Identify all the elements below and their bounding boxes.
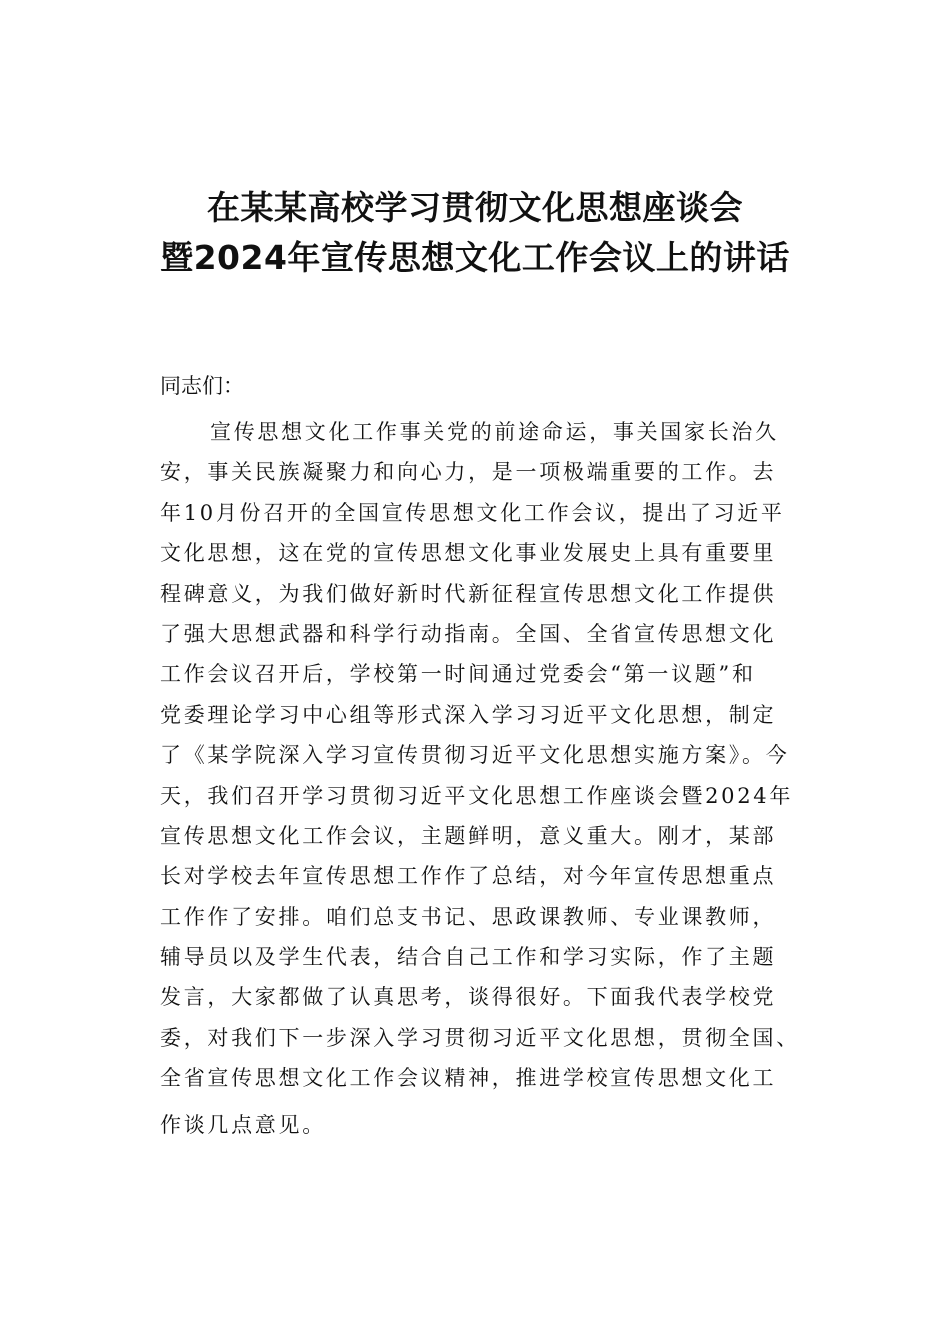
- paragraph-line: 全省宣传思想文化工作会议精神，推进学校宣传思想文化工: [160, 1066, 777, 1091]
- paragraph-line: 宣传思想文化工作事关党的前途命运，事关国家长治久: [210, 420, 779, 444]
- title-line-2: 暨2024年宣传思想文化工作会议上的讲话: [160, 238, 790, 277]
- paragraph-line: 党委理论学习中心组等形式深入学习习近平文化思想，制定: [160, 702, 777, 727]
- salutation: 同志们：: [160, 374, 244, 398]
- body-paragraph: [160, 416, 832, 1149]
- paragraph-line: 安，事关民族凝聚力和向心力，是一项极端重要的工作。去: [160, 460, 777, 485]
- paragraph-line: 工作作了安排。咱们总支书记、思政课教师、专业课教师，: [160, 904, 777, 929]
- title-line-1: 在某某高校学习贯彻文化思想座谈会: [207, 188, 743, 227]
- paragraph-line: 了强大思想武器和科学行动指南。全国、全省宣传思想文化: [160, 621, 777, 646]
- paragraph-line: 天，我们召开学习贯彻习近平文化思想工作座谈会暨2024年: [160, 783, 794, 808]
- paragraph-line: 辅导员以及学生代表，结合自己工作和学习实际，作了主题: [160, 945, 777, 970]
- paragraph-line: 程碑意义，为我们做好新时代新征程宣传思想文化工作提供: [160, 581, 777, 606]
- paragraph-line: 作谈几点意见。: [160, 1112, 326, 1137]
- paragraph-line: 文化思想，这在党的宣传思想文化事业发展史上具有重要里: [160, 541, 777, 566]
- paragraph-line: 宣传思想文化工作会议，主题鲜明，意义重大。刚才，某部: [160, 823, 777, 848]
- paragraph-line: 发言，大家都做了认真思考，谈得很好。下面我代表学校党: [160, 985, 777, 1010]
- paragraph-line: 年10月份召开的全国宣传思想文化工作会议，提出了习近平: [160, 500, 785, 525]
- paragraph-line: 工作会议召开后，学校第一时间通过党委会“第一议题”和: [160, 662, 756, 687]
- paragraph-line: 长对学校去年宣传思想工作作了总结，对今年宣传思想重点: [160, 864, 777, 889]
- document-title: [0, 183, 950, 283]
- paragraph-line: 委，对我们下一步深入学习贯彻习近平文化思想，贯彻全国、: [160, 1025, 800, 1050]
- paragraph-line: 了《某学院深入学习宣传贯彻习近平文化思想实施方案》。今: [160, 743, 790, 768]
